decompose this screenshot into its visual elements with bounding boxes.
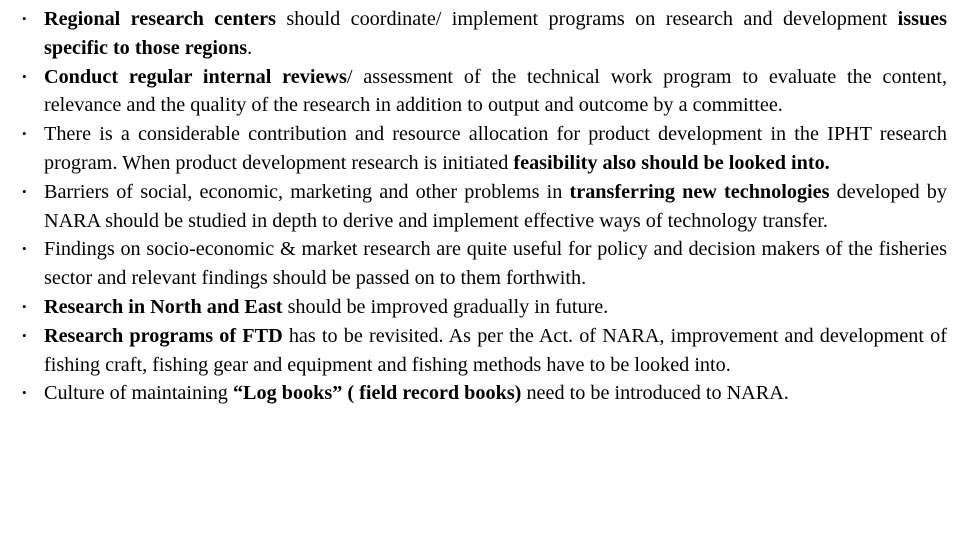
bullet-item bbox=[22, 63, 947, 121]
bold-text-segment: Research programs of FTD bbox=[44, 324, 283, 347]
bullet-item bbox=[22, 322, 947, 380]
bullet-text bbox=[44, 8, 947, 59]
bullet-text bbox=[44, 382, 789, 404]
bullet-text bbox=[44, 296, 608, 318]
text-segment: should be improved gradually in future. bbox=[282, 295, 609, 318]
bullet-item bbox=[22, 293, 947, 322]
bullet-text bbox=[44, 181, 947, 232]
text-segment: Culture of maintaining bbox=[44, 382, 233, 405]
bullet-icon: • bbox=[22, 298, 27, 314]
bullet-icon: • bbox=[22, 241, 27, 257]
text-segment: developed by NARA should be studied in depth to derive and implement effective ways of technology transfer. bbox=[44, 180, 947, 232]
bold-text-segment: issues specific to those regions bbox=[44, 8, 947, 59]
text-segment: Barriers of social, economic, marketing and other problems in bbox=[44, 180, 570, 203]
bullet-icon: • bbox=[22, 126, 27, 142]
bullet-icon: • bbox=[22, 183, 27, 199]
bold-text-segment: “Log books” ( field record books) bbox=[232, 382, 522, 405]
bullet-item bbox=[22, 5, 947, 63]
bullet-text bbox=[44, 123, 947, 174]
bold-text-segment: transferring new technologies bbox=[569, 180, 830, 203]
bullet-text bbox=[44, 66, 947, 117]
bullet-item bbox=[22, 379, 947, 408]
bullet-icon: • bbox=[22, 68, 27, 84]
bullet-item bbox=[22, 235, 947, 293]
bold-text-segment: Conduct regular internal reviews bbox=[44, 65, 347, 88]
text-segment: There is a considerable contribution and resource allocation for product development in the IPHT research program. When product development research is initiated bbox=[44, 123, 947, 174]
text-segment: . bbox=[247, 36, 253, 59]
text-segment: need to be introduced to NARA. bbox=[521, 382, 789, 405]
text-segment: Findings on socio-economic & market research are quite useful for policy and decision makers of the fisheries sector and relevant findings should be passed on to them forthwith. bbox=[44, 238, 947, 290]
bullet-text bbox=[44, 238, 947, 289]
bullet-icon: • bbox=[22, 327, 27, 343]
bullet-list bbox=[22, 5, 947, 408]
bullet-text bbox=[44, 325, 947, 376]
text-segment: has to be revisited. As per the Act. of NARA, improvement and development of fishing craft, fishing gear and equipment and fishing methods have to be looked into. bbox=[44, 324, 947, 376]
text-segment: / assessment of the technical work program to evaluate the content, relevance and the quality of the research in addition to output and outcome by a committee. bbox=[44, 65, 947, 117]
bold-text-segment: feasibility also should be looked into. bbox=[513, 151, 830, 174]
bullet-item bbox=[22, 120, 947, 178]
bold-text-segment: Research in North and East bbox=[44, 295, 283, 318]
bullet-icon: • bbox=[22, 11, 27, 26]
bold-text-segment: Regional research centers bbox=[44, 8, 276, 30]
text-segment: should coordinate/ implement programs on research and development bbox=[275, 8, 898, 30]
bullet-item bbox=[22, 178, 947, 236]
bullet-icon: • bbox=[22, 385, 27, 401]
